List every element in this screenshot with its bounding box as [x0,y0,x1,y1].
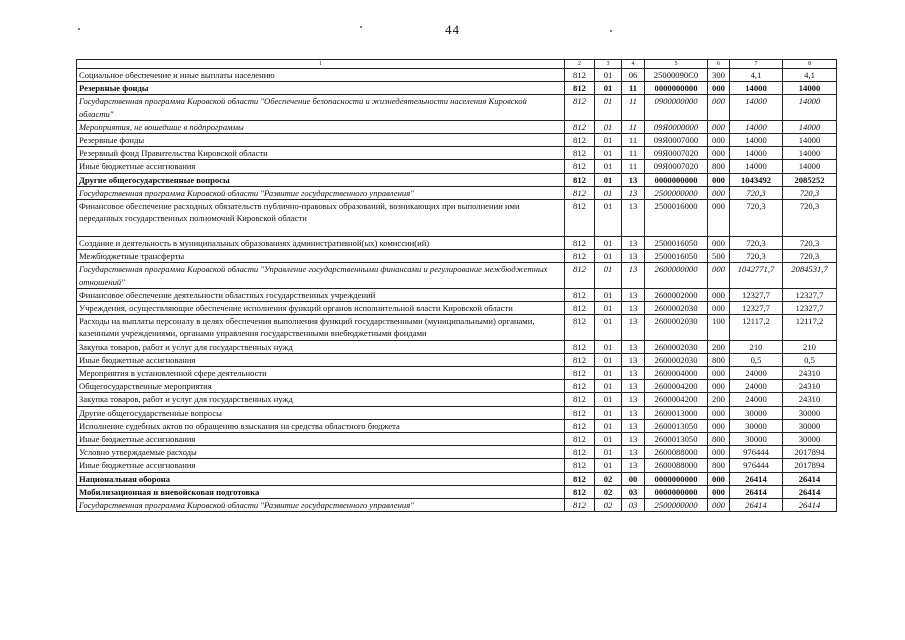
target-article-code: 0000000000 [645,485,708,498]
ministry-code: 812 [565,315,595,340]
table-row [77,250,837,263]
target-article-code: 0900000000 [645,95,708,120]
target-article-code: 2600088000 [645,459,708,472]
ministry-code: 812 [565,302,595,315]
target-article-code: 2600002030 [645,315,708,340]
amount-year-1: 14000 [730,95,783,120]
expense-type-code: 000 [708,446,730,459]
table-row [77,263,837,288]
table-row [77,485,837,498]
amount-year-1: 976444 [730,459,783,472]
target-article-code: 09Я0007020 [645,147,708,160]
section-code: 01 [595,250,622,263]
column-number: 8 [783,60,837,69]
amount-year-2: 14000 [783,95,837,120]
expense-type-code: 800 [708,353,730,366]
scan-speck [360,26,362,28]
expense-type-code: 800 [708,459,730,472]
section-code: 01 [595,160,622,173]
subsection-code: 11 [622,95,645,120]
amount-year-2: 12117,2 [783,315,837,340]
column-number: 2 [565,60,595,69]
row-name: Резервный фонд Правительства Кировской области [77,147,565,160]
row-name: Другие общегосударственные вопросы [77,406,565,419]
amount-year-1: 14000 [730,160,783,173]
expense-type-code: 000 [708,419,730,432]
table-row [77,147,837,160]
row-name: Мобилизационная и вневойсковая подготовка [77,485,565,498]
subsection-code: 13 [622,315,645,340]
target-article-code: 2500016000 [645,200,708,237]
section-code: 01 [595,406,622,419]
ministry-code: 812 [565,459,595,472]
target-article-code: 2600002030 [645,340,708,353]
expense-type-code: 000 [708,186,730,199]
subsection-code: 00 [622,472,645,485]
expense-type-code: 000 [708,288,730,301]
row-name: Межбюджетные трансферты [77,250,565,263]
row-name: Мероприятия, не вошедшие в подпрограммы [77,120,565,133]
subsection-code: 13 [622,237,645,250]
amount-year-1: 12327,7 [730,302,783,315]
amount-year-1: 14000 [730,134,783,147]
ministry-code: 812 [565,419,595,432]
row-name: Финансовое обеспечение расходных обязательств публично-правовых образований, возникающих при выполнении ими переданных государственных полномочий Кировской области [77,200,565,237]
section-code: 01 [595,147,622,160]
amount-year-1: 24000 [730,393,783,406]
expense-type-code: 000 [708,120,730,133]
amount-year-1: 0,5 [730,353,783,366]
subsection-code: 13 [622,446,645,459]
target-article-code: 2600013000 [645,406,708,419]
expense-type-code: 000 [708,406,730,419]
subsection-code: 13 [622,380,645,393]
row-name: Государственная программа Кировской области "Управление государственными финансами и регулирование межбюджетных отношений" [77,263,565,288]
section-code: 01 [595,433,622,446]
amount-year-2: 14000 [783,160,837,173]
amount-year-2: 14000 [783,120,837,133]
table-row [77,433,837,446]
amount-year-2: 30000 [783,419,837,432]
section-code: 01 [595,237,622,250]
table-row [77,459,837,472]
expense-type-code: 200 [708,340,730,353]
row-name: Национальная оборона [77,472,565,485]
subsection-code: 13 [622,419,645,432]
expense-type-code: 000 [708,237,730,250]
expense-type-code: 000 [708,263,730,288]
section-code: 01 [595,446,622,459]
section-code: 02 [595,499,622,512]
row-name: Другие общегосударственные вопросы [77,173,565,186]
ministry-code: 812 [565,120,595,133]
column-number: 4 [622,60,645,69]
column-number: 7 [730,60,783,69]
amount-year-1: 1043492 [730,173,783,186]
column-number: 3 [595,60,622,69]
ministry-code: 812 [565,485,595,498]
amount-year-1: 26414 [730,472,783,485]
subsection-code: 13 [622,263,645,288]
target-article-code: 0000000000 [645,173,708,186]
target-article-code: 2500000000 [645,499,708,512]
column-number: 5 [645,60,708,69]
amount-year-2: 720,3 [783,186,837,199]
amount-year-1: 26414 [730,485,783,498]
ministry-code: 812 [565,367,595,380]
amount-year-2: 12327,7 [783,288,837,301]
ministry-code: 812 [565,433,595,446]
row-name: Условно утверждаемые расходы [77,446,565,459]
amount-year-2: 720,3 [783,200,837,237]
ministry-code: 812 [565,263,595,288]
amount-year-1: 12327,7 [730,288,783,301]
subsection-code: 13 [622,288,645,301]
expense-type-code: 000 [708,173,730,186]
table-row [77,95,837,120]
target-article-code: 09Я0000000 [645,120,708,133]
subsection-code: 03 [622,499,645,512]
expense-type-code: 000 [708,134,730,147]
table-row [77,82,837,95]
target-article-code: 0000000000 [645,472,708,485]
row-name: Закупка товаров, работ и услуг для государственных нужд [77,340,565,353]
expense-type-code: 000 [708,485,730,498]
row-name: Иные бюджетные ассигнования [77,353,565,366]
section-code: 01 [595,393,622,406]
amount-year-1: 210 [730,340,783,353]
target-article-code: 2500016050 [645,237,708,250]
amount-year-1: 720,3 [730,200,783,237]
amount-year-2: 24310 [783,367,837,380]
ministry-code: 812 [565,147,595,160]
ministry-code: 812 [565,173,595,186]
amount-year-2: 720,3 [783,250,837,263]
section-code: 01 [595,459,622,472]
ministry-code: 812 [565,69,595,82]
subsection-code: 13 [622,367,645,380]
subsection-code: 13 [622,393,645,406]
target-article-code: 2500016050 [645,250,708,263]
row-name: Резервные фонды [77,82,565,95]
ministry-code: 812 [565,134,595,147]
subsection-code: 13 [622,173,645,186]
target-article-code: 2500000000 [645,186,708,199]
expense-type-code: 300 [708,69,730,82]
amount-year-2: 2084531,7 [783,263,837,288]
expense-type-code: 000 [708,499,730,512]
row-name: Учреждения, осуществляющие обеспечение исполнения функций органов исполнительной власти Кировской области [77,302,565,315]
row-name: Резервные фонды [77,134,565,147]
expense-type-code: 000 [708,95,730,120]
amount-year-1: 720,3 [730,237,783,250]
section-code: 01 [595,380,622,393]
ministry-code: 812 [565,446,595,459]
table-row [77,499,837,512]
row-name: Мероприятия в установленной сфере деятельности [77,367,565,380]
subsection-code: 11 [622,160,645,173]
ministry-code: 812 [565,82,595,95]
ministry-code: 812 [565,95,595,120]
row-name: Иные бюджетные ассигнования [77,459,565,472]
table-row [77,120,837,133]
amount-year-1: 24000 [730,367,783,380]
expense-type-code: 000 [708,82,730,95]
table-row [77,472,837,485]
subsection-code: 11 [622,134,645,147]
ministry-code: 812 [565,237,595,250]
ministry-code: 812 [565,186,595,199]
amount-year-2: 4,1 [783,69,837,82]
table-row [77,393,837,406]
subsection-code: 13 [622,433,645,446]
row-name: Создание и деятельность в муниципальных образованиях административной(ых) комиссии(ий) [77,237,565,250]
amount-year-2: 24310 [783,380,837,393]
section-code: 01 [595,288,622,301]
target-article-code: 2600000000 [645,263,708,288]
subsection-code: 11 [622,120,645,133]
row-name: Государственная программа Кировской области "Развитие государственного управления" [77,499,565,512]
page-number: 44 [445,22,460,37]
row-name: Закупка товаров, работ и услуг для государственных нужд [77,393,565,406]
amount-year-2: 0,5 [783,353,837,366]
subsection-code: 13 [622,186,645,199]
table-row [77,69,837,82]
amount-year-2: 30000 [783,406,837,419]
expense-type-code: 000 [708,200,730,237]
amount-year-1: 720,3 [730,186,783,199]
column-number: 1 [77,60,565,69]
table-row [77,419,837,432]
expense-type-code: 000 [708,367,730,380]
table-row [77,302,837,315]
ministry-code: 812 [565,250,595,263]
expense-type-code: 200 [708,393,730,406]
expense-type-code: 800 [708,433,730,446]
section-code: 01 [595,367,622,380]
subsection-code: 06 [622,69,645,82]
section-code: 01 [595,419,622,432]
amount-year-1: 26414 [730,499,783,512]
table-row [77,380,837,393]
amount-year-2: 14000 [783,134,837,147]
amount-year-2: 12327,7 [783,302,837,315]
target-article-code: 09Я0007020 [645,160,708,173]
subsection-code: 13 [622,250,645,263]
ministry-code: 812 [565,393,595,406]
subsection-code: 13 [622,200,645,237]
amount-year-2: 2085252 [783,173,837,186]
subsection-code: 11 [622,147,645,160]
target-article-code: 2600088000 [645,446,708,459]
amount-year-1: 4,1 [730,69,783,82]
target-article-code: 2600004200 [645,393,708,406]
amount-year-1: 24000 [730,380,783,393]
table-row [77,353,837,366]
target-article-code: 2600004000 [645,367,708,380]
expense-type-code: 000 [708,380,730,393]
target-article-code: 25000090С0 [645,69,708,82]
table-row [77,367,837,380]
amount-year-2: 2017894 [783,459,837,472]
expense-type-code: 000 [708,472,730,485]
ministry-code: 812 [565,353,595,366]
target-article-code: 2600004200 [645,380,708,393]
ministry-code: 812 [565,406,595,419]
scan-speck [78,28,80,30]
row-name: Исполнение судебных актов по обращению взыскания на средства областного бюджета [77,419,565,432]
row-name: Иные бюджетные ассигнования [77,160,565,173]
section-code: 01 [595,134,622,147]
expense-type-code: 000 [708,147,730,160]
section-code: 01 [595,120,622,133]
target-article-code: 09Я0007000 [645,134,708,147]
amount-year-1: 14000 [730,120,783,133]
subsection-code: 13 [622,353,645,366]
ministry-code: 812 [565,288,595,301]
section-code: 01 [595,315,622,340]
amount-year-1: 1042771,7 [730,263,783,288]
amount-year-2: 26414 [783,472,837,485]
column-number: 6 [708,60,730,69]
section-code: 01 [595,82,622,95]
subsection-code: 03 [622,485,645,498]
table-row [77,446,837,459]
subsection-code: 13 [622,406,645,419]
table-row [77,160,837,173]
row-name: Государственная программа Кировской области "Обеспечение безопасности и жизнедеятельности населения Кировской области" [77,95,565,120]
amount-year-1: 30000 [730,406,783,419]
table-row [77,173,837,186]
expense-type-code: 800 [708,160,730,173]
amount-year-1: 720,3 [730,250,783,263]
row-name: Финансовое обеспечение деятельности областных государственных учреждений [77,288,565,301]
row-name: Иные бюджетные ассигнования [77,433,565,446]
column-number-row [77,60,837,69]
row-name: Общегосударственные мероприятия [77,380,565,393]
subsection-code: 13 [622,459,645,472]
target-article-code: 2600013050 [645,433,708,446]
expense-type-code: 100 [708,315,730,340]
section-code: 01 [595,353,622,366]
table-row [77,288,837,301]
amount-year-2: 30000 [783,433,837,446]
budget-table [76,59,837,512]
table-row [77,200,837,237]
table-row [77,186,837,199]
section-code: 01 [595,200,622,237]
amount-year-1: 976444 [730,446,783,459]
ministry-code: 812 [565,380,595,393]
row-name: Расходы на выплаты персоналу в целях обеспечения выполнения функций государственными (муниципальными) органами, казенными учреждениями, органами управления государственными внебюджетными фондами [77,315,565,340]
row-name: Социальное обеспечение и иные выплаты населению [77,69,565,82]
ministry-code: 812 [565,499,595,512]
table-row [77,237,837,250]
subsection-code: 13 [622,302,645,315]
amount-year-1: 14000 [730,82,783,95]
row-name: Государственная программа Кировской области "Развитие государственного управления" [77,186,565,199]
target-article-code: 2600002000 [645,288,708,301]
section-code: 02 [595,472,622,485]
amount-year-2: 26414 [783,499,837,512]
amount-year-2: 2017894 [783,446,837,459]
amount-year-2: 720,3 [783,237,837,250]
ministry-code: 812 [565,160,595,173]
amount-year-1: 12117,2 [730,315,783,340]
table-row [77,134,837,147]
section-code: 01 [595,263,622,288]
amount-year-1: 30000 [730,433,783,446]
section-code: 01 [595,173,622,186]
amount-year-2: 14000 [783,82,837,95]
section-code: 01 [595,69,622,82]
section-code: 01 [595,340,622,353]
ministry-code: 812 [565,200,595,237]
target-article-code: 2600002030 [645,302,708,315]
section-code: 01 [595,95,622,120]
subsection-code: 11 [622,82,645,95]
scan-speck [610,30,612,32]
amount-year-2: 24310 [783,393,837,406]
target-article-code: 0000000000 [645,82,708,95]
amount-year-2: 26414 [783,485,837,498]
target-article-code: 2600013050 [645,419,708,432]
section-code: 02 [595,485,622,498]
section-code: 01 [595,186,622,199]
subsection-code: 13 [622,340,645,353]
table-row [77,340,837,353]
ministry-code: 812 [565,472,595,485]
section-code: 01 [595,302,622,315]
table-row [77,406,837,419]
expense-type-code: 500 [708,250,730,263]
amount-year-2: 14000 [783,147,837,160]
expense-type-code: 000 [708,302,730,315]
amount-year-1: 14000 [730,147,783,160]
table-row [77,315,837,340]
target-article-code: 2600002030 [645,353,708,366]
amount-year-1: 30000 [730,419,783,432]
ministry-code: 812 [565,340,595,353]
amount-year-2: 210 [783,340,837,353]
